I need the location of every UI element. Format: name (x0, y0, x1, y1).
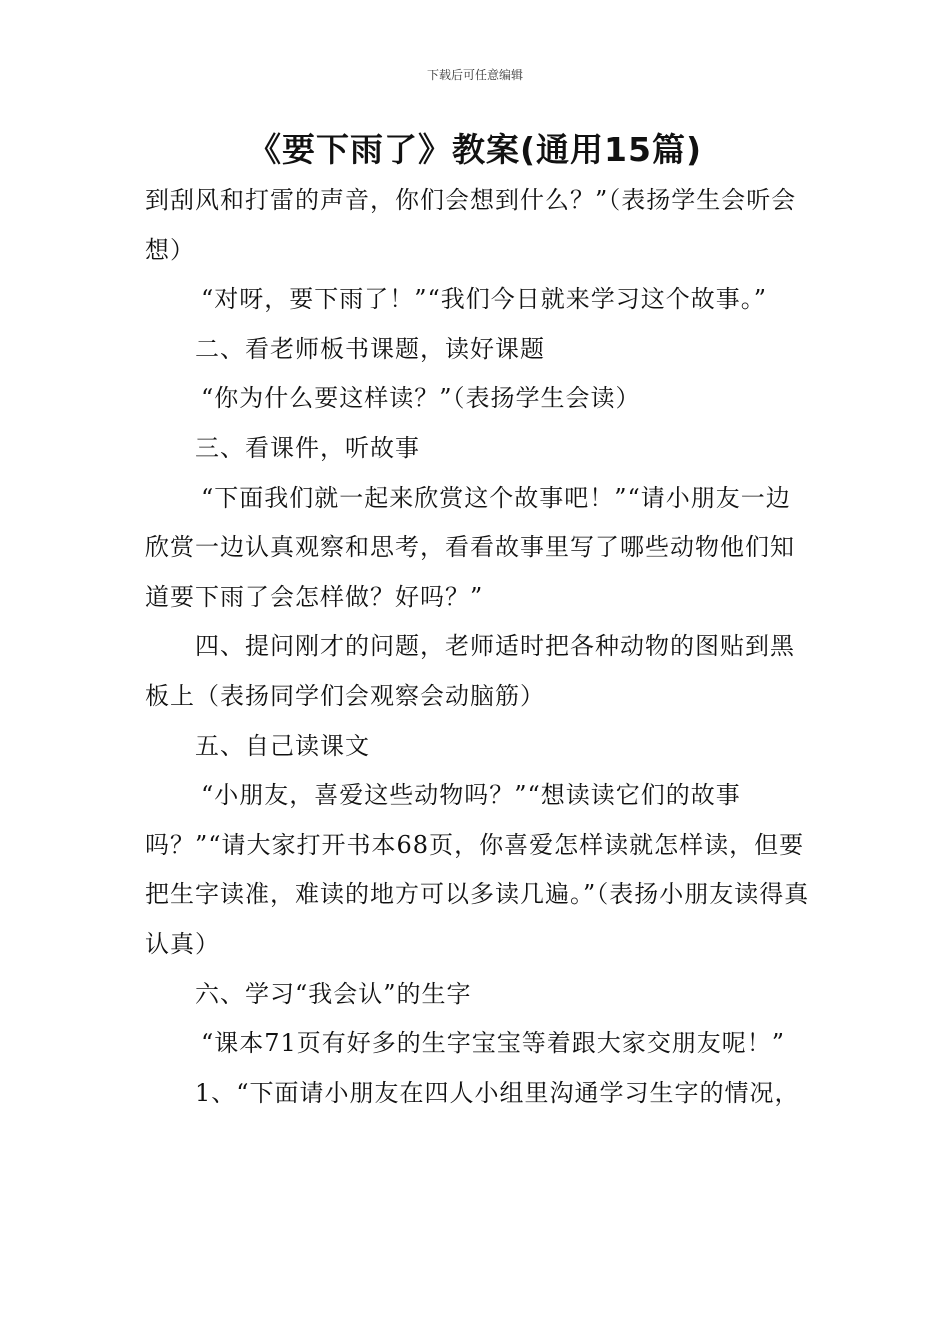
section-heading: 三、看课件，听故事 (195, 433, 420, 462)
section-heading: 六、学习“我会认”的生字 (195, 979, 472, 1008)
paragraph: “小朋友，喜爱这些动物吗？”“想读读它们的故事吗？”“请大家打开书本68页，你喜爱怎样读就怎样读，但要把生字读准，难读的地方可以多读几遍。”（表扬小朋友读得真认真） (145, 781, 810, 958)
document-body (145, 176, 810, 1118)
paragraph: “对呀，要下雨了！”“我们今日就来学习这个故事。” (201, 285, 768, 314)
paragraph: 1、“下面请小朋友在四人小组里沟通学习生字的情况， (195, 1078, 800, 1107)
document-title: 《要下雨了》教案(通用15篇) (247, 130, 703, 169)
paragraph: 到刮风和打雷的声音，你们会想到什么？”（表扬学生会听会想） (145, 186, 797, 264)
section-heading: 五、自己读课文 (195, 731, 370, 760)
paragraph: “下面我们就一起来欣赏这个故事吧！”“请小朋友一边欣赏一边认真观察和思考，看看故事里写了哪些动物他们知道要下雨了会怎样做？好吗？” (145, 483, 795, 611)
section-heading: 二、看老师板书课题，读好课题 (195, 334, 545, 363)
section-heading: 四、提问刚才的问题，老师适时把各种动物的图贴到黑板上（表扬同学们会观察会动脑筋） (145, 632, 795, 710)
page-header-note: 下载后可任意编辑 (426, 68, 523, 82)
paragraph: “课本71页有好多的生字宝宝等着跟大家交朋友呢！” (201, 1029, 786, 1058)
paragraph: “你为什么要这样读？”（表扬学生会读） (201, 384, 641, 413)
